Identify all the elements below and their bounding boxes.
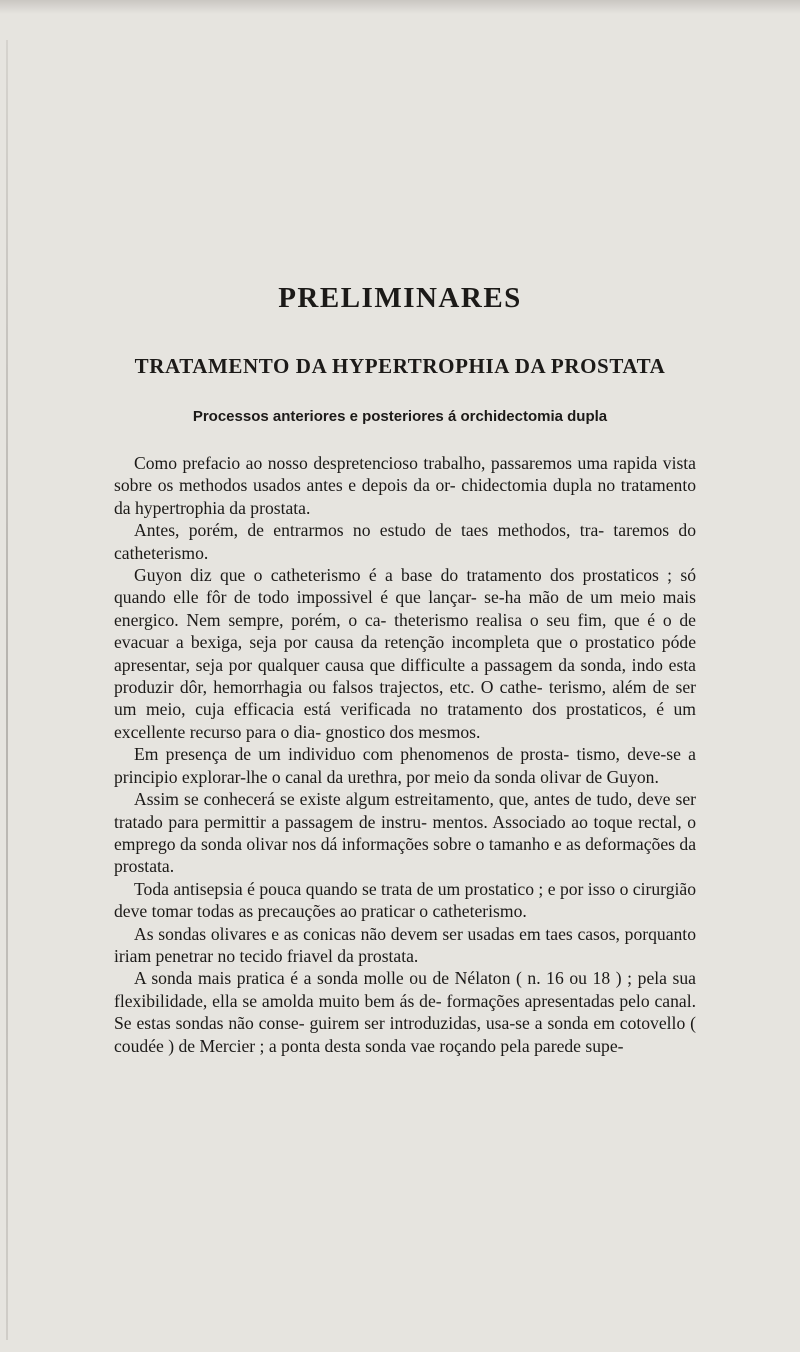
- paragraph-5: Assim se conhecerá se existe algum estreitamento, que, antes de tudo, deve ser tratado para permittir a passagem de instru- mentos. Associado ao toque rectal, o emprego da sonda olivar nos dá informações sobre o tamanho e as deformações da prostata.: [114, 789, 696, 877]
- section-subtitle: TRATAMENTO DA HYPERTROPHIA DA PROSTATA: [134, 354, 666, 378]
- paragraph-6: Toda antisepsia é pouca quando se trata de um prostatico ; e por isso o cirurgião deve tomar todas as precauções ao praticar o catheterismo.: [114, 878, 696, 922]
- section-subheading: Processos anteriores e posteriores á orchidectomia dupla: [192, 408, 608, 425]
- page-title: PRELIMINARES: [278, 282, 522, 314]
- paragraph-7: As sondas olivares e as conicas não devem ser usadas em taes casos, porquanto iriam penetrar no tecido friavel da prostata.: [114, 923, 696, 966]
- paragraph-2: Antes, porém, de entrarmos no estudo de taes methodos, tra- taremos do catheterismo.: [114, 520, 696, 563]
- paragraph-1: Como prefacio ao nosso despretencioso trabalho, passaremos uma rapida vista sobre os methodos usados antes e depois da or- chidectomia dupla no tratamento da hypertrophia da prostata.: [114, 453, 696, 518]
- paragraph-4: Em presença de um individuo com phenomenos de prosta- tismo, deve-se a principio explorar-lhe o canal da urethra, por meio da sonda olivar de Guyon.: [114, 744, 696, 787]
- body-text: [114, 452, 696, 1057]
- top-page-shadow: [0, 0, 800, 14]
- page-left-edge: [6, 40, 8, 1340]
- paragraph-3: Guyon diz que o catheterismo é a base do tratamento dos prostaticos ; só quando elle fôr de todo impossivel é que lançar- se-ha mão de um meio mais energico. Nem sempre, porém, o ca- theterismo realisa o seu fim, que é o de evacuar a bexiga, seja por causa da retenção incompleta que o prostatico póde apresentar, seja por qualquer causa que difficulte a passagem da sonda, indo esta produzir dôr, hemorrhagia ou falsos trajectos, etc. O cathe- terismo, além de ser um meio, cuja efficacia está verificada no tratamento dos prostaticos, é um excellente recurso para o dia- gnostico dos mesmos.: [114, 565, 696, 742]
- paragraph-8: A sonda mais pratica é a sonda molle ou de Nélaton ( n. 16 ou 18 ) ; pela sua flexibilidade, ella se amolda muito bem ás de- formações apresentadas pelo canal. Se estas sondas não conse- guirem ser introduzidas, usa-se a sonda em cotovello ( coudée ) de Mercier ; a ponta desta sonda vae roçando pela parede supe-: [114, 968, 696, 1056]
